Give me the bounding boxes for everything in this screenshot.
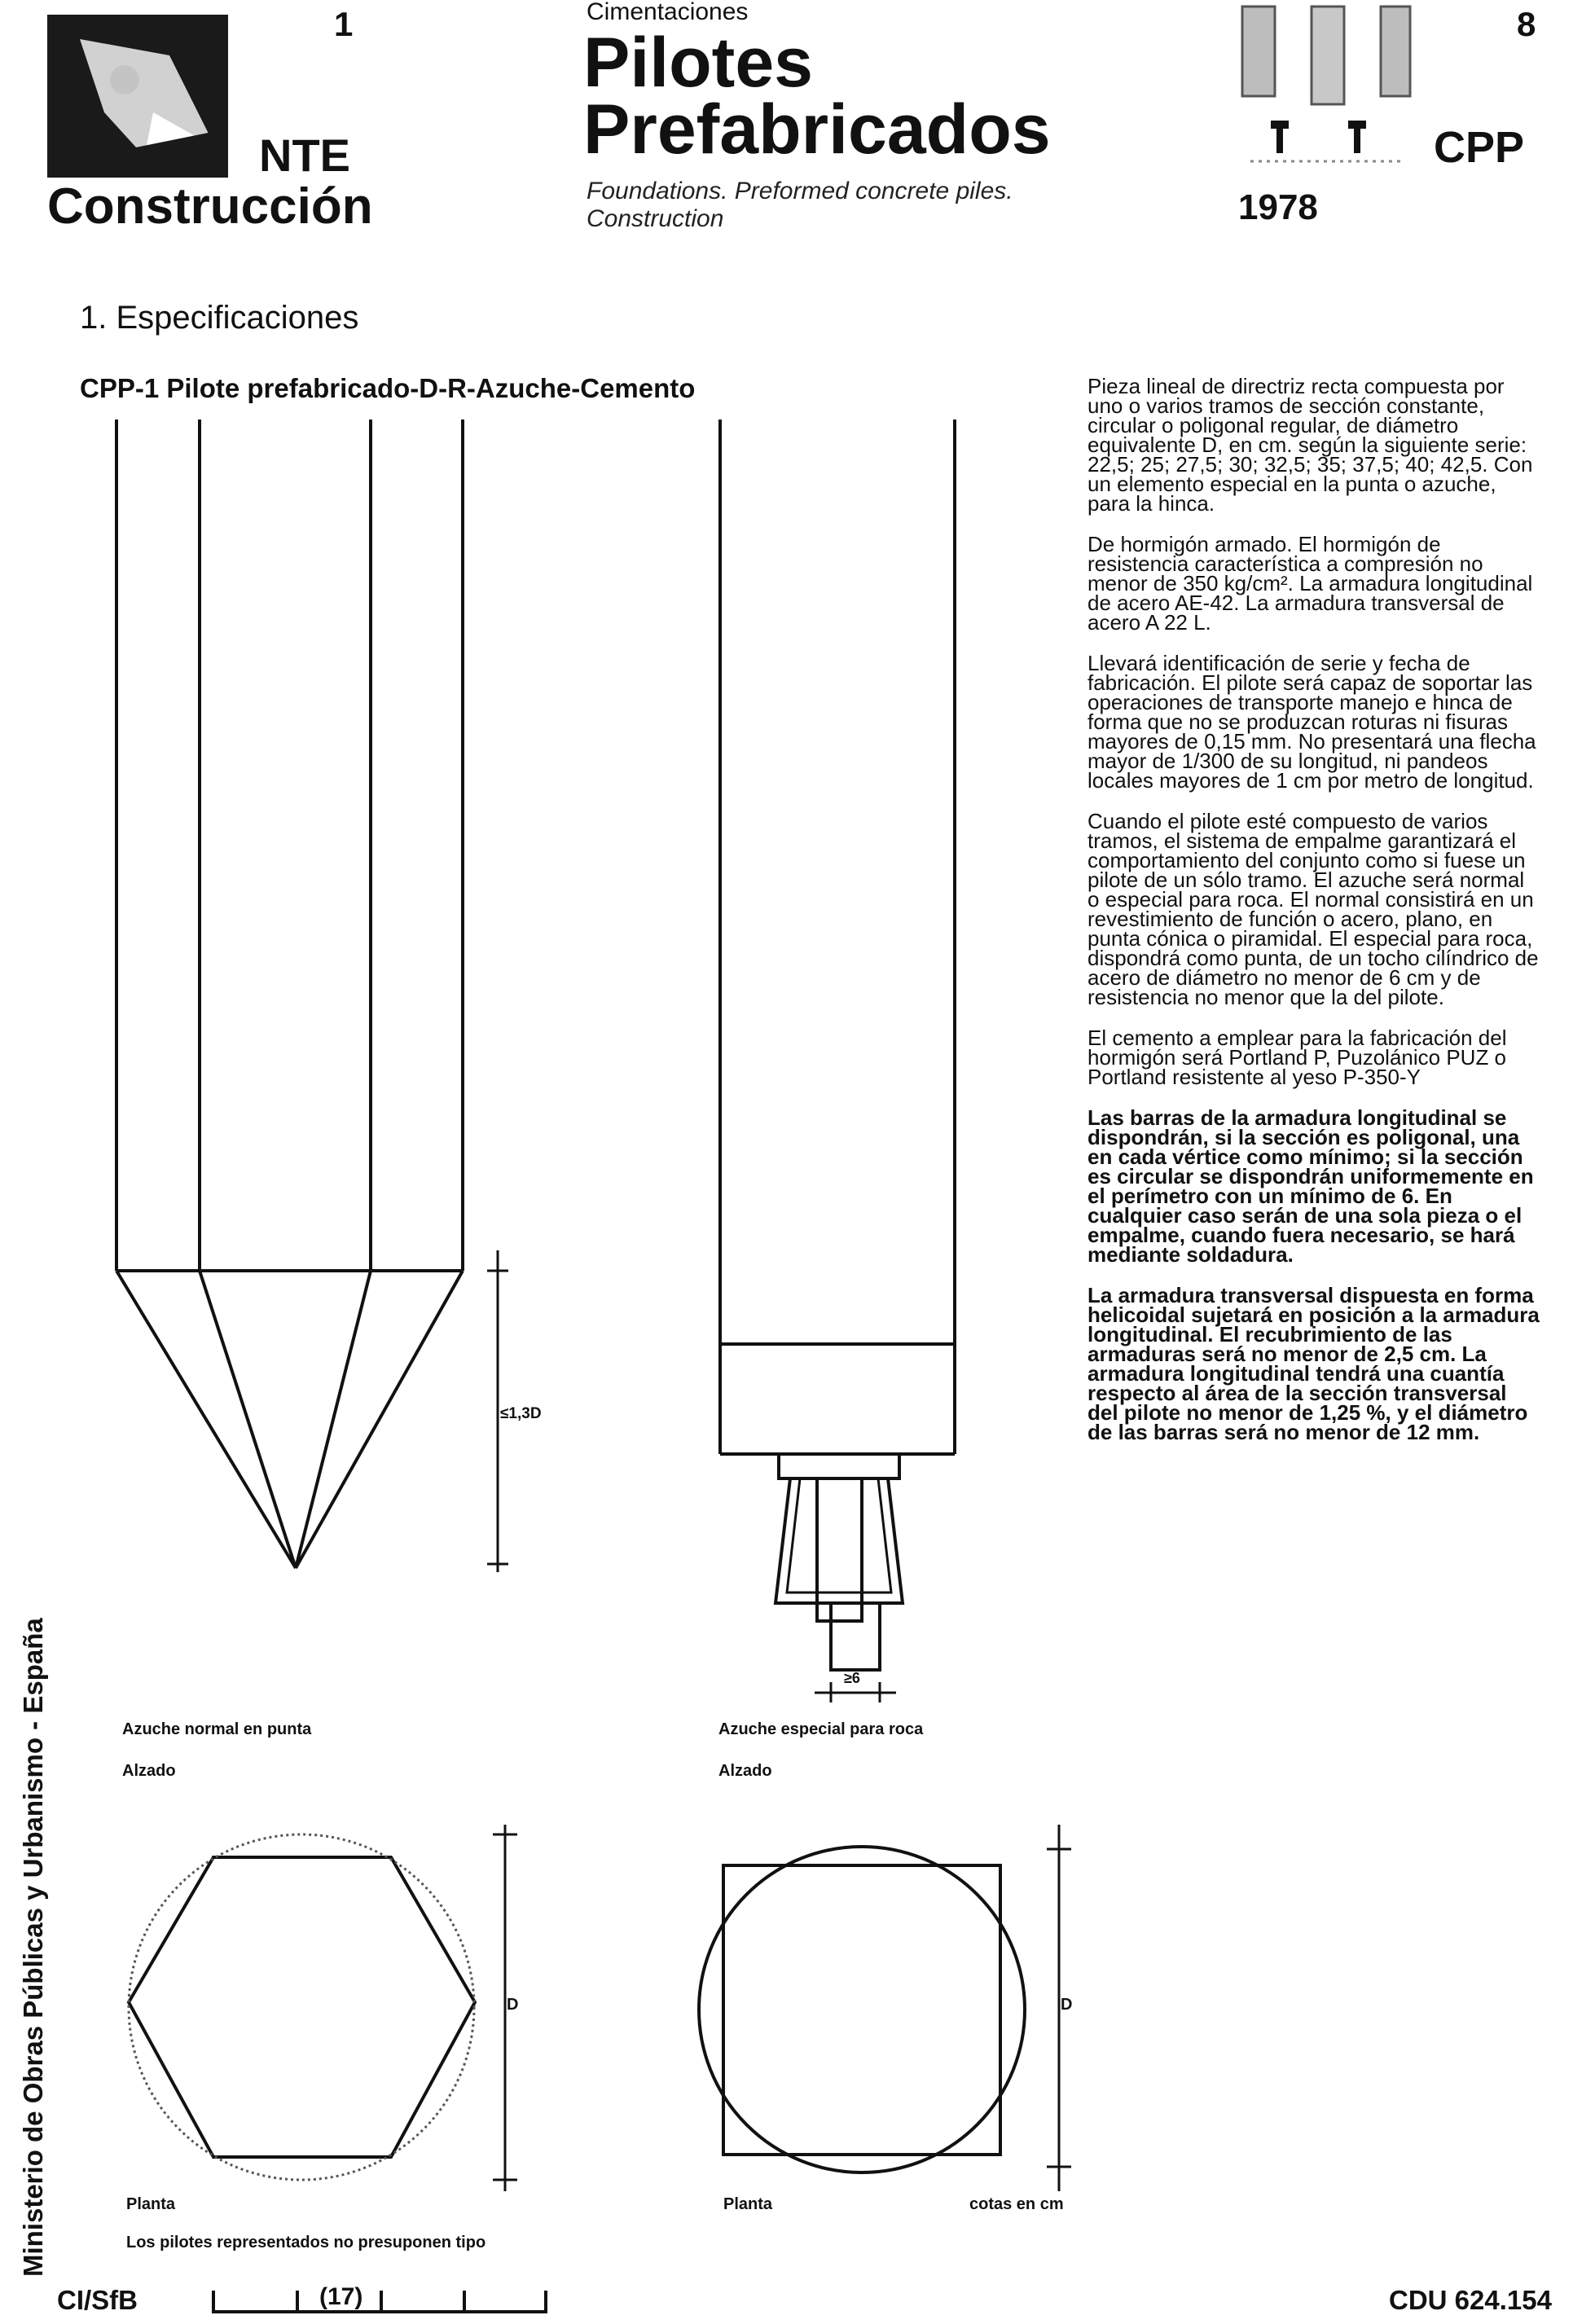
title-line-1: Pilotes: [583, 24, 813, 102]
spec-paragraph-3: Llevará identificación de serie y fecha de fabricación. El pilote será capaz de soportar las operaciones de transporte manejo e hinca de forma que no se produzcan roturas ni fisuras mayores de 0,15 mm. No presentará una flecha mayor de 1/300 de su longitud, ni pandeos locales mayores de 1 cm por metro de longitud.: [1087, 651, 1536, 793]
construccion-label: Construcción: [47, 178, 373, 235]
caption-normal-tip: Azuche normal en punta: [122, 1720, 312, 1738]
page-number: 8: [1517, 5, 1536, 43]
category-label: Cimentaciones: [587, 0, 749, 25]
dim-rock-tip: ≥6: [844, 1670, 860, 1686]
note-pile-type: Los pilotes representados no presuponen tipo: [126, 2234, 486, 2252]
cdu-label: CDU 624.154: [1389, 2285, 1552, 2315]
spec-paragraph-1: Pieza lineal de directriz recta compuesta por uno o varios tramos de sección constante, circular o poligonal regular, de diámetro equivalente D, en cm. según la siguiente serie: 22,5; 25; 27,5; 30; 32,5; 35; 37,5; 40; 42,5. Con un elemento especial en la punta o azuche, para la hinca.: [1087, 374, 1533, 516]
dim-cone-length: ≤1,3D: [500, 1405, 542, 1422]
spec-paragraph-4: Cuando el pilote esté compuesto de varios tramos, el sistema de empalme garantizará el comportamiento del conjunto como si fuese un pilote de un sólo tramo. El azuche será normal o especial para roca. El normal consistirá en un revestimiento de función o acero, plano, en punta cónica o piramidal. El especial para roca, dispondrá como punta, de un tocho cilíndrico de acero de diámetro no menor de 6 cm y de resistencia no menor que la del pilote.: [1087, 809, 1539, 1009]
item-heading: CPP-1 Pilote prefabricado-D-R-Azuche-Cemento: [80, 373, 696, 403]
caption-cotas: cotas en cm: [969, 2195, 1064, 2213]
cisfb-code: (17): [319, 2283, 363, 2310]
subtitle-line-2: Construction: [587, 205, 724, 232]
caption-planta-1: Planta: [126, 2195, 176, 2213]
caption-alzado-2: Alzado: [718, 1762, 772, 1780]
title-line-2: Prefabricados: [583, 90, 1051, 169]
sheet-number: 1: [334, 5, 354, 43]
spec-paragraph-2: De hormigón armado. El hormigón de resistencia característica a compresión no menor de 350 kg/cm². La armadura longitudinal de acero AE-42. La armadura transversal de acero A 22 L.: [1087, 532, 1533, 635]
ministry-label: Ministerio de Obras Públicas y Urbanismo - España: [18, 1618, 48, 2277]
spec-paragraph-6: Las barras de la armadura longitudinal se dispondrán, si la sección es poligonal, una en cada vértice como mínimo; si la sección es circular se dispondrán uniformemente en el perímetro con un mínimo de 6. En cualquier caso serán de una sola pieza o el empalme, cuando fuera necesario, se hará mediante soldadura.: [1087, 1105, 1534, 1267]
spec-paragraph-5: El cemento a emplear para la fabricación del hormigón será Portland P, Puzolánico PUZ o Portland resistente al yeso P-350-Y: [1087, 1026, 1507, 1089]
nte-label: NTE: [259, 130, 350, 181]
cisfb-label: CI/SfB: [57, 2285, 138, 2315]
dim-d-hex: D: [507, 1996, 519, 2014]
section-heading: 1. Especificaciones: [80, 300, 359, 336]
dim-d-square: D: [1061, 1996, 1073, 2014]
cpp-code: CPP: [1434, 123, 1525, 172]
caption-alzado-1: Alzado: [122, 1762, 176, 1780]
subtitle-line-1: Foundations. Preformed concrete piles.: [587, 178, 1013, 204]
caption-planta-2: Planta: [723, 2195, 773, 2213]
spec-paragraph-7: La armadura transversal dispuesta en forma helicoidal sujetará en posición a la armadura longitudinal. El recubrimiento de las armaduras será no menor de 2,5 cm. La armadura longitudinal tendrá una cuantía respecto al área de la sección transversal del pilote no menor de 1,25 %, y el diámetro de las barras será no menor de 12 mm.: [1087, 1283, 1540, 1444]
year-label: 1978: [1238, 187, 1318, 227]
caption-rock-tip: Azuche especial para roca: [718, 1720, 924, 1738]
